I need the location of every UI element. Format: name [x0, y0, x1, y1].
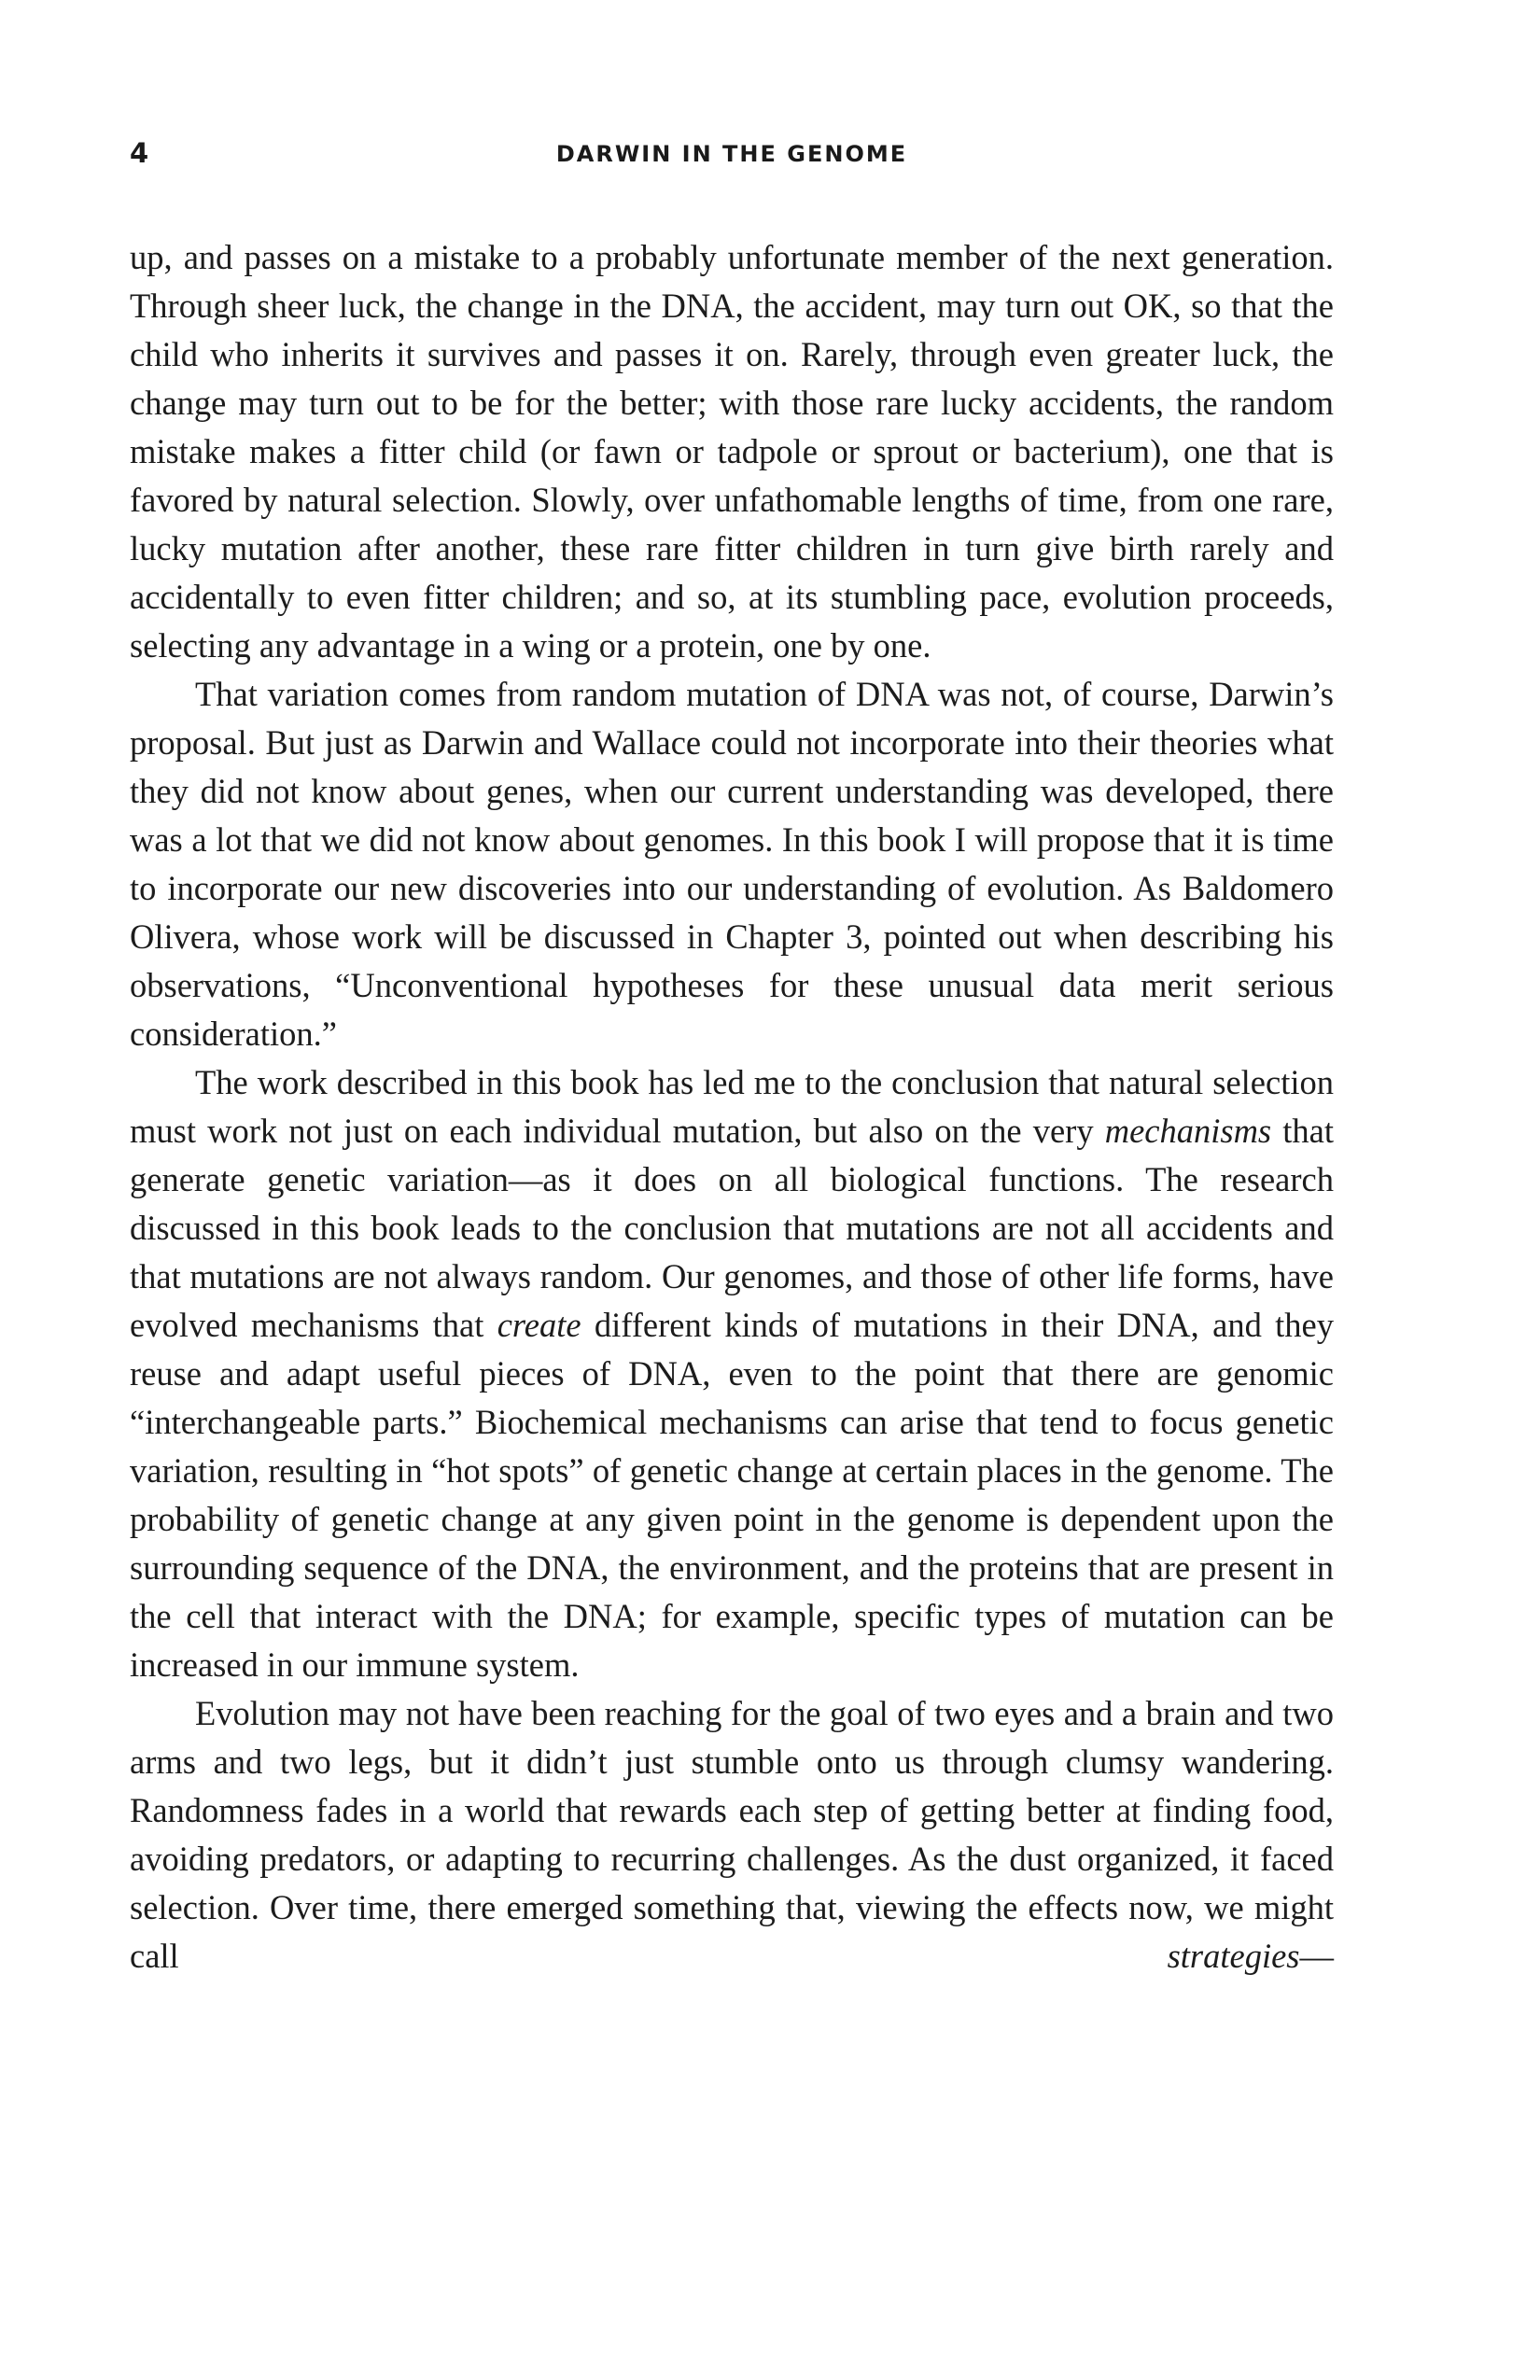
paragraph-4-text-2: —: [1299, 1937, 1334, 1975]
paragraph-3-text-2: that generate genetic variation—as it does on all biological functions. The research discussed in this book leads to the conclusion that mutations are not all accidents and that mutations are not always random. Our genomes, and those of other life forms, have evolved mechanisms that: [130, 1112, 1335, 1344]
running-head: [130, 136, 1334, 174]
emphasis-strategies: strategies: [1167, 1937, 1300, 1975]
emphasis-mechanisms: mechanisms: [1104, 1112, 1272, 1150]
paragraph-2: That variation comes from random mutation of DNA was not, of course, Darwin’s proposal. But just as Darwin and Wallace could not incorporate into their theories what they did not know about genes, when our current understanding was developed, there was a lot that we did not know about genomes. In this book I will propose that it is time to incorporate our new discoveries into our understanding of evolution. As Baldomero Olivera, whose work will be discussed in Chapter 3, pointed out when describing his observations, “Unconventional hypotheses for these unusual data merit serious consideration.”: [130, 675, 1334, 1053]
paragraph-3-text-1: The work described in this book has led me to the conclusion that natural selection must work not just on each individual mutation, but also on the very: [130, 1063, 1334, 1150]
paragraph-1: up, and passes on a mistake to a probably unfortunate member of the next generation. Through sheer luck, the change in the DNA, the accident, may turn out OK, so that the child who inherits it survives and passes it on. Rarely, through even greater luck, the change may turn out to be for the better; with those rare lucky accidents, the random mistake makes a fitter child (or fawn or tadpole or sprout or bacterium), one that is favored by natural selection. Slowly, over unfathomable lengths of time, from one rare, lucky mutation after another, these rare fitter children in turn give birth rarely and accidentally to even fitter children; and so, at its stumbling pace, evolution proceeds, selecting any advantage in a wing or a protein, one by one.: [130, 238, 1334, 665]
body-text: [130, 233, 1334, 1981]
paragraph-4-text-1: Evolution may not have been reaching for the goal of two eyes and a brain and two arms and two legs, but it didn’t just stumble onto us through clumsy wandering. Randomness fades in a world that rewards each step of getting better at finding food, avoiding predators, or adapting to recurring challenges. As the dust organized, it faced selection. Over time, there emerged something that, viewing the effects now, we might call: [130, 1694, 1334, 1975]
paragraph-4: [130, 1689, 1334, 1981]
paragraph-3-text-3: different kinds of mutations in their DNA, and they reuse and adapt useful pieces of DNA, even to the point that there are genomic “interchangeable parts.” Biochemical mechanisms can arise that tend to focus genetic variation, resulting in “hot spots” of genetic change at certain places in the genome. The probability of genetic change at any given point in the genome is dependent upon the surrounding sequence of the DNA, the environment, and the proteins that are present in the cell that interact with the DNA; for example, specific types of mutation can be increased in our immune system.: [130, 1306, 1334, 1684]
page-number: 4: [130, 137, 149, 169]
paragraph-3: [130, 1058, 1334, 1689]
emphasis-create: create: [497, 1306, 581, 1344]
book-title: DARWIN IN THE GENOME: [555, 141, 908, 167]
